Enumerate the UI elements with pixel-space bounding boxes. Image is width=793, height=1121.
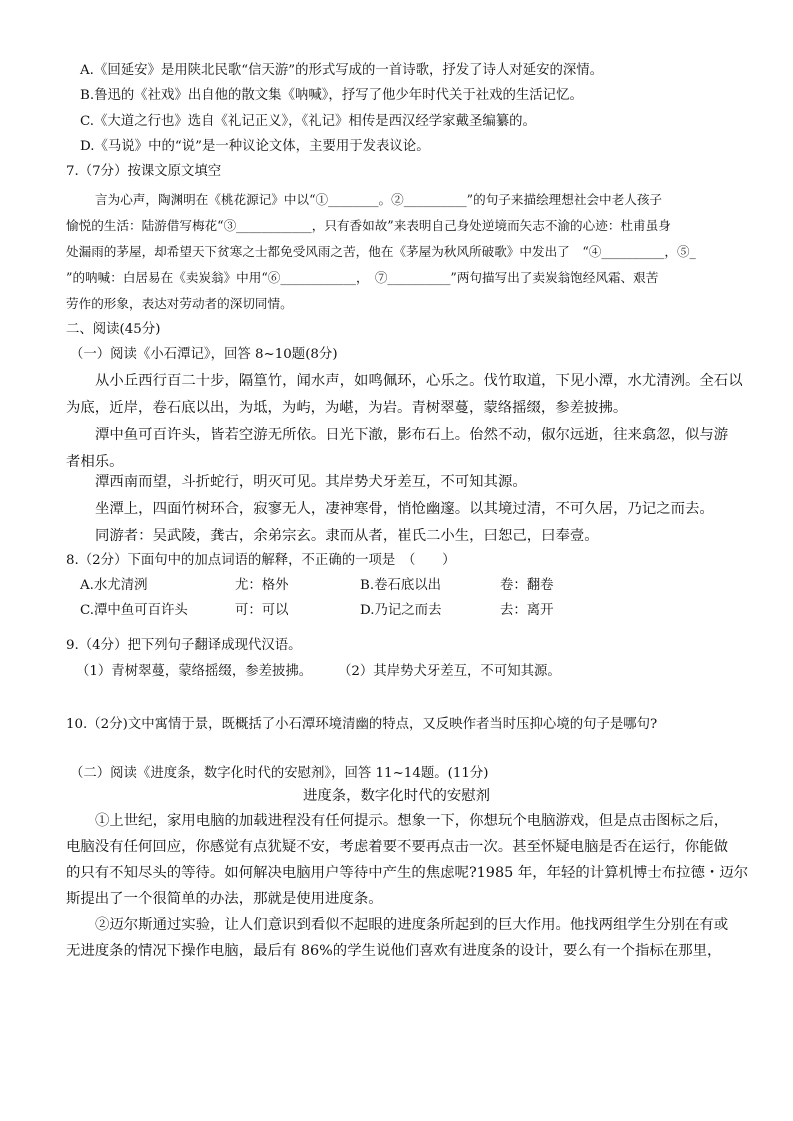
q7-line-4: ”的呐喊：白居易在《卖炭翁》中用“⑥____________， ⑦__________”两句描写出了卖炭翁饱经风霜、艰苦 [66, 270, 659, 285]
q7-line-2: 愉悦的生活：陆游借写梅花“③____________，只有香如故”来表明自己身处逆境而矢志不渝的心迹：杜甫虽身 [66, 218, 671, 233]
q6-option-a: A.《回延安》是用陕北民歌“信天游”的形式写成的一首诗歌，抒发了诗人对延安的深情。 [80, 63, 604, 78]
q7-line-5: 劳作的形象，表达对劳动者的深切同情。 [66, 296, 293, 311]
article-line-1: ①上世纪，家用电脑的加载进程没有任何提示。想象一下，你想玩个电脑游戏，但是点击图标之后， [95, 813, 729, 829]
part1-heading: （一）阅读《小石潭记》，回答 8~10题(8分) [70, 347, 338, 362]
part2-article-title: 进度条，数字化时代的安慰剂 [302, 788, 491, 804]
q6-option-c: C.《大道之行也》选自《礼记正义》，《礼记》相传是西汉经学家戴圣编纂的。 [80, 114, 536, 129]
passage-line-2: 为底，近岸，卷石底以出，为坻，为屿，为嵁，为岩。青树翠蔓，蒙络摇缀，参差披拂。 [66, 400, 628, 416]
article-line-6: 无进度条的情况下操作电脑，最后有 86%的学生说他们喜欢有进度条的设计，要么有一个指标在那里， [66, 943, 722, 959]
passage-line-3: 潭中鱼可百许头，皆若空游无所依。日光下澈，影布石上。佁然不动，俶尔远逝，往来翕忽，似与游 [95, 427, 729, 443]
section2-heading: 二、阅读(45分) [66, 322, 161, 337]
q8-option-b-gloss: 卷：翻卷 [500, 578, 554, 593]
passage-line-6: 坐潭上，四面竹树环合，寂寥无人，凄神寒骨，悄怆幽邃。以其境过清，不可久居，乃记之而去。 [95, 501, 714, 517]
article-line-4: 斯提出了一个很简单的办法，那就是使用进度条。 [66, 891, 383, 907]
article-line-5: ②迈尔斯通过实验，让人们意识到看似不起眼的进度条所起到的巨大作用。他找两组学生分别在有或 [95, 917, 729, 933]
q8-option-c-sentence: C.潭中鱼可百许头 [80, 603, 188, 618]
q8-option-d-sentence: D.乃记之而去 [360, 603, 442, 618]
q8-option-a-gloss: 尤：格外 [235, 578, 289, 593]
q9-stem: 9.（4分）把下列句子翻译成现代汉语。 [66, 638, 302, 653]
q7-line-1: 言为心声，陶渊明在《桃花源记》中以“①________。②__________”的句子来描绘理想社会中老人孩子 [95, 192, 663, 207]
passage-line-7: 同游者：吴武陵，龚古，余弟宗玄。隶而从者，崔氏二小生，曰恕己，曰奉壹。 [95, 528, 599, 544]
passage-line-4: 者相乐。 [66, 454, 124, 470]
q7-heading: 7.（7分）按课文原文填空 [66, 164, 222, 179]
q8-option-b-sentence: B.卷石底以出 [360, 578, 442, 593]
article-line-2: 电脑没有任何回应，你感觉有点犹疑不安，考虑着要不要再点击一次。甚至怀疑电脑是否在运行，你能做 [66, 839, 728, 855]
q8-stem: 8.（2分）下面句中的加点词语的解释，不正确的一项是 （ ） [66, 553, 456, 568]
q9-item-2: （2）其岸势犬牙差互，不可知其源。 [338, 664, 561, 679]
q10-stem: 10.（2分)文中寓情于景，既概括了小石潭环境清幽的特点，又反映作者当时压抑心境的句子是哪句? [66, 717, 658, 732]
q8-option-c-gloss: 可：可以 [235, 603, 289, 618]
q7-line-3: 处漏雨的茅屋，却希望天下贫寒之士都免受风雨之苦，他在《茅屋为秋风所破歌》中发出了 “④__________，⑤_ [66, 244, 696, 259]
passage-line-1: 从小丘西行百二十步，隔篁竹，闻水声，如鸣佩环，心乐之。伐竹取道，下见小潭，水尤清洌。全石以 [95, 373, 743, 389]
passage-line-5: 潭西南而望，斗折蛇行，明灭可见。其岸势犬牙差互，不可知其源。 [95, 474, 527, 490]
part2-heading: （二）阅读《进度条，数字化时代的安慰剂》，回答 11~14题。(11分) [70, 766, 489, 781]
q8-option-a-sentence: A.水尤清洌 [80, 578, 148, 593]
article-line-3: 的只有不知尽头的等待。如何解决电脑用户等待中产生的焦虑呢?1985 年，年轻的计算机博士布拉德・迈尔 [66, 865, 749, 881]
q6-option-b: B.鲁迅的《社戏》出自他的散文集《呐喊》，抒写了他少年时代关于社戏的生活记忆。 [80, 88, 583, 103]
q8-option-d-gloss: 去：离开 [500, 603, 554, 618]
q6-option-d: D.《马说》中的“说”是一种议论文体，主要用于发表议论。 [80, 139, 430, 154]
q9-item-1: （1）青树翠蔓，蒙络摇缀，参差披拂。 [76, 664, 313, 679]
